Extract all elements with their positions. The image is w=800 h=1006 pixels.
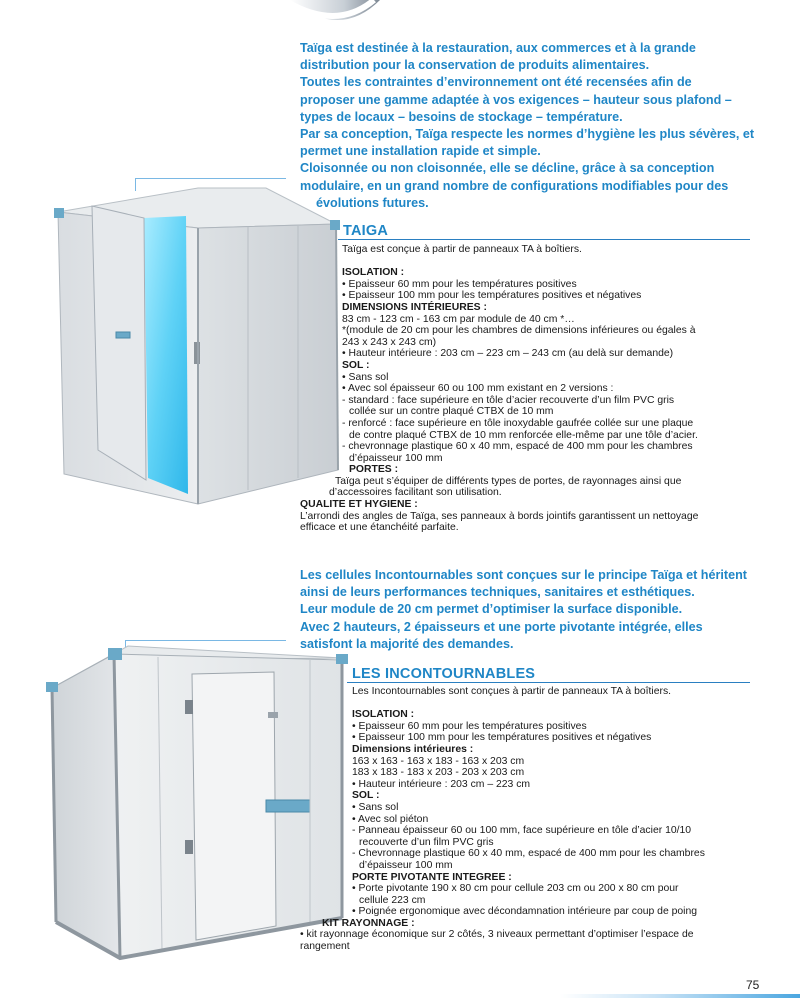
spec-line: 183 x 183 - 183 x 203 - 203 x 203 cm — [352, 767, 525, 779]
intro-line: Leur module de 20 cm permet d’optimiser la surface disponible. — [300, 602, 683, 617]
intro-line: Les cellules Incontournables sont conçues sur le principe Taïga et héritent — [300, 568, 747, 582]
spec-line: d’épaisseur 100 mm — [349, 452, 443, 464]
spec-line: - Chevronnage plastique 60 x 40 mm, espacé de 400 mm pour les chambres — [352, 848, 705, 860]
spec-line: • Sans sol — [342, 371, 389, 383]
spec-line: Taïga peut s’équiper de différents types de portes, de rayonnages ainsi que — [335, 475, 682, 487]
spec-line: Les Incontournables sont conçues à partir de panneaux TA à boîtiers. — [352, 686, 672, 697]
spec-heading: Dimensions intérieures : — [352, 743, 474, 755]
footer-gradient-bar — [560, 994, 800, 998]
spec-line: *(module de 20 cm pour les chambres de dimensions inférieures ou égales à — [342, 325, 696, 337]
spec-line: - Panneau épaisseur 60 ou 100 mm, face supérieure en tôle d’acier 10/10 — [352, 825, 692, 837]
spec-line: 243 x 243 x 243 cm) — [342, 336, 437, 348]
spec-line: • Poignée ergonomique avec décondamnation intérieure par coup de poing — [352, 906, 698, 918]
spec-line: • Epaisseur 100 mm pour les températures positives et négatives — [352, 732, 652, 744]
spec-line: • Porte pivotante 190 x 80 cm pour cellule 203 cm ou 200 x 80 cm pour — [352, 883, 679, 895]
intro-paragraph-incontournables — [300, 567, 780, 653]
intro-line: Par sa conception, Taïga respecte les normes d’hygiène les plus sévères, et — [300, 127, 755, 142]
spec-line: rangement — [300, 941, 350, 953]
spec-heading: DIMENSIONS INTÉRIEURES : — [342, 301, 487, 313]
page-number: 75 — [746, 978, 760, 992]
intro-line: proposer une gamme adaptée à vos exigences – hauteur sous plafond – — [300, 92, 732, 107]
spec-line: recouverte d’un film PVC gris — [359, 836, 494, 848]
spec-heading: PORTES : — [349, 464, 399, 476]
intro-line: Toutes les contraintes d’environnement ont été recensées afin de — [300, 75, 692, 90]
spec-line: • kit rayonnage économique sur 2 côtés, 3 niveaux permettant d’optimiser l’espace de — [300, 929, 694, 941]
intro-line: Avec 2 hauteurs, 2 épaisseurs et une porte pivotante intégrée, elles — [300, 619, 703, 634]
decorative-arc — [270, 0, 390, 42]
spec-line: - renforcé : face supérieure en tôle inoxydable gaufrée collée sur une plaque — [342, 417, 694, 429]
incontournables-spec-block — [300, 686, 772, 953]
intro-line: évolutions futures. — [316, 195, 429, 210]
section-title-incontournables: LES INCONTOURNABLES — [352, 666, 536, 682]
spec-spacer — [352, 698, 772, 710]
section-title-taiga: TAIGA — [343, 223, 389, 239]
spec-line: cellule 223 cm — [359, 894, 426, 906]
intro-paragraph-taiga — [300, 40, 780, 212]
section-rule — [338, 239, 750, 240]
spec-line: 163 x 163 - 163 x 183 - 163 x 203 cm — [352, 755, 525, 767]
spec-heading: QUALITE ET HYGIENE : — [300, 499, 418, 511]
spec-heading: SOL : — [342, 359, 370, 371]
spec-heading: ISOLATION : — [342, 267, 405, 279]
taiga-spec-block — [300, 244, 762, 534]
intro-line: Cloisonnée ou non cloisonnée, elle se décline, grâce à sa conception — [300, 161, 715, 176]
intro-line: satisfont la majorité des demandes. — [300, 636, 514, 651]
section-rule — [347, 682, 750, 683]
spec-line: • Hauteur intérieure : 203 cm – 223 cm – 243 cm (au delà sur demande) — [342, 348, 674, 360]
spec-line: d’épaisseur 100 mm — [359, 859, 453, 871]
spec-spacer — [342, 256, 762, 268]
spec-line: 83 cm - 123 cm - 163 cm par module de 40 cm *… — [342, 313, 575, 325]
spec-line: L’arrondi des angles de Taïga, ses panneaux à bords jointifs garantissent un nettoyage — [300, 510, 699, 522]
spec-heading: SOL : — [352, 790, 380, 802]
spec-line: Taïga est conçue à partir de panneaux TA à boîtiers. — [342, 244, 582, 255]
spec-line: • Epaisseur 60 mm pour les températures positives — [342, 278, 577, 290]
taiga-cold-room-image — [48, 182, 348, 512]
spec-line: - standard : face supérieure en tôle d’acier recouverte d’un film PVC gris — [342, 394, 675, 406]
spec-heading: KIT RAYONNAGE : — [322, 917, 415, 929]
spec-line: efficace et une étanchéité parfaite. — [300, 522, 459, 534]
spec-line: • Epaisseur 60 mm pour les températures positives — [352, 720, 587, 732]
spec-line: • Avec sol épaisseur 60 ou 100 mm existant en 2 versions : — [342, 383, 614, 395]
intro-line: types de locaux – besoins de stockage – température. — [300, 109, 623, 124]
intro-line: ainsi de leurs performances techniques, sanitaires et esthétiques. — [300, 585, 695, 600]
spec-line: collée sur un contre plaqué CTBX de 10 mm — [349, 406, 554, 418]
intro-line: modulaire, en un grand nombre de configurations modifiables pour des — [300, 178, 729, 193]
spec-line: • Sans sol — [352, 801, 399, 813]
spec-line: • Epaisseur 100 mm pour les températures positives et négatives — [342, 290, 642, 302]
spec-heading: ISOLATION : — [352, 709, 415, 721]
spec-line: • Hauteur intérieure : 203 cm – 223 cm — [352, 778, 531, 790]
spec-heading: PORTE PIVOTANTE INTEGREE : — [352, 871, 512, 883]
spec-line: - chevronnage plastique 60 x 40 mm, espacé de 400 mm pour les chambres — [342, 441, 693, 453]
intro-line: permet une installation rapide et simple. — [300, 144, 541, 159]
intro-line: Taïga est destinée à la restauration, aux commerces et à la grande — [300, 41, 696, 55]
spec-line: de contre plaqué CTBX de 10 mm renforcée elle-même par une tôle d’acier. — [349, 429, 698, 441]
spec-line: d’accessoires facilitant son utilisation. — [329, 487, 502, 499]
spec-line: • Avec sol piéton — [352, 813, 429, 825]
intro-line: distribution pour la conservation de produits alimentaires. — [300, 58, 650, 73]
